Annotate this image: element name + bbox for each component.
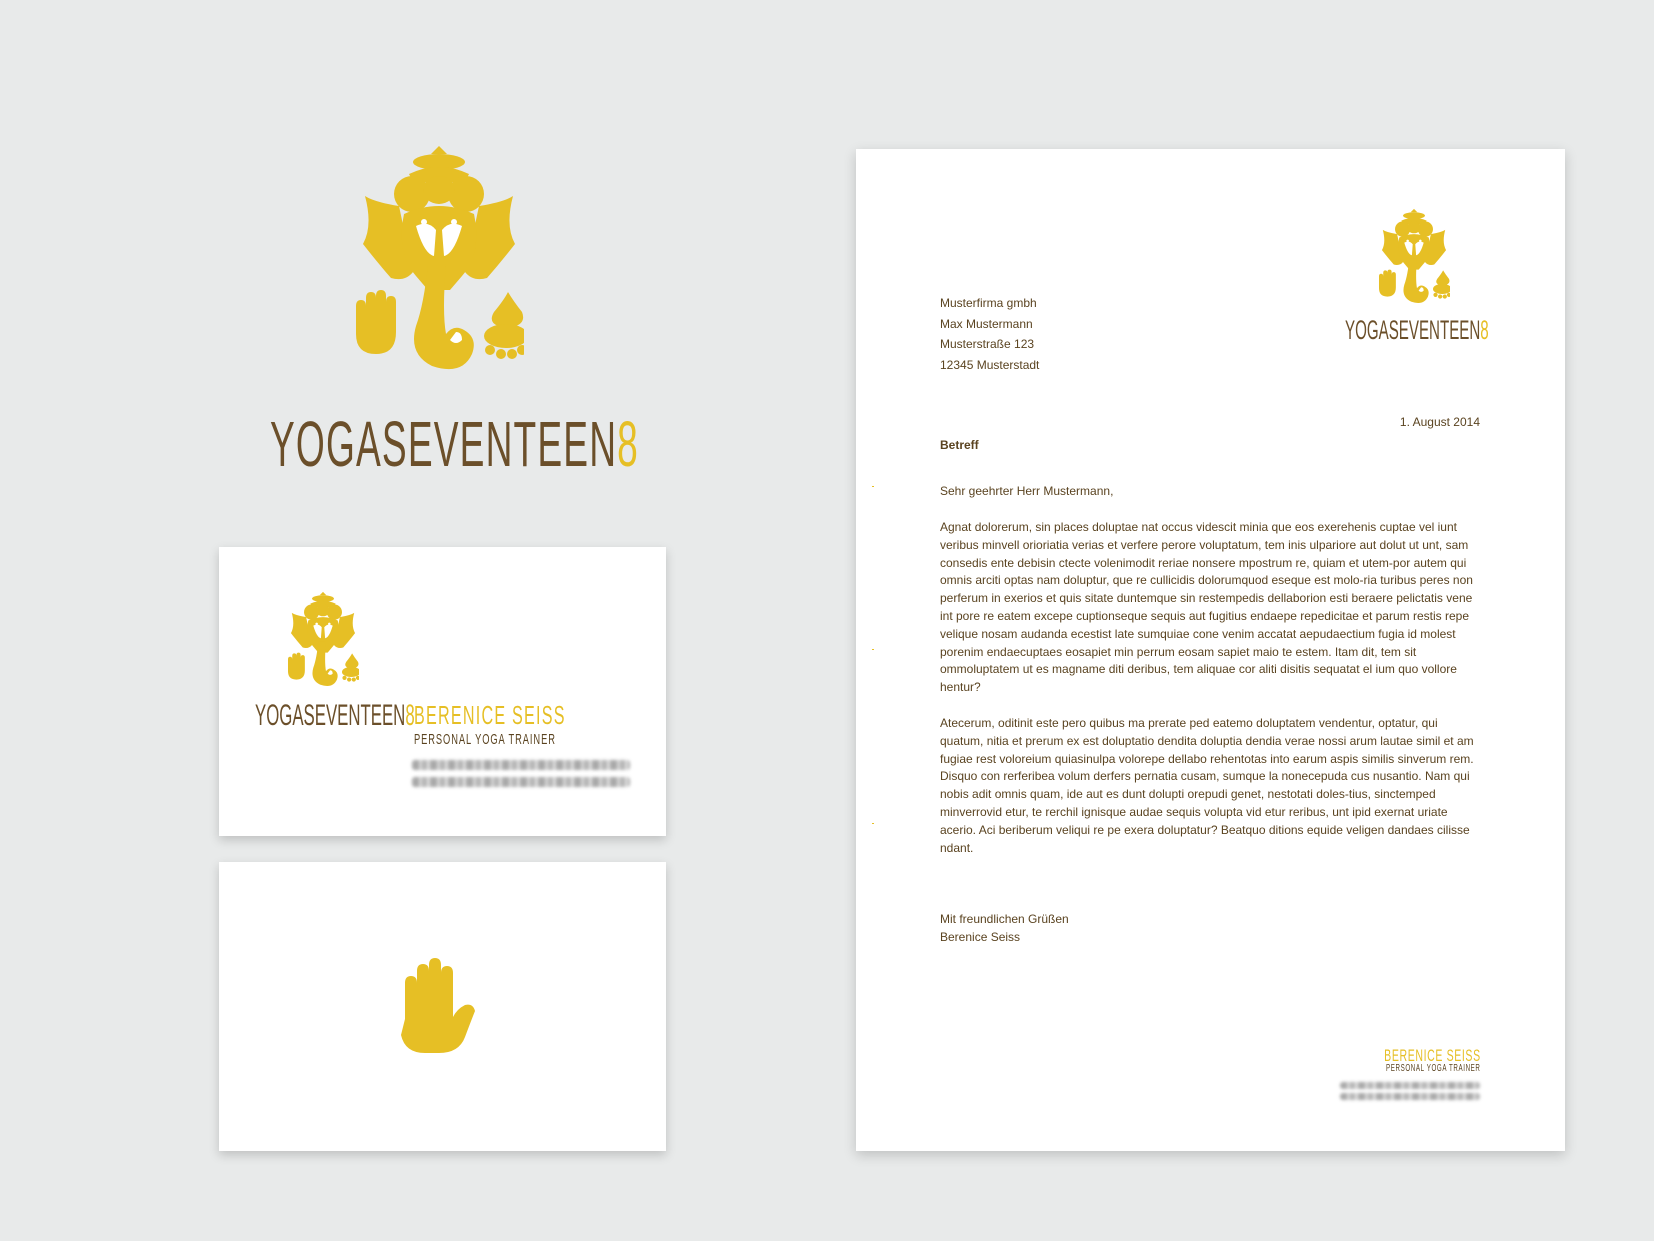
recipient-person: Max Mustermann (940, 317, 1033, 331)
ganesha-icon (1378, 208, 1450, 305)
ganesha-icon (354, 144, 524, 374)
blurred-footer-address (1340, 1082, 1480, 1089)
blurred-address (412, 760, 630, 770)
footer-role: PERSONAL YOGA TRAINER (1386, 1063, 1481, 1074)
letter-signature: Berenice Seiss (940, 930, 1021, 944)
letter-paragraph-2: Atecerum, oditinit este pero quibus ma prerate ped eatemo doluptatem vendentur, optatur, qui quatum, nitia et prerum ex est doluptatio dendita doluptia dendia verae nossi arum lautae simil et am fugiae rest voloreium quiasinulpa volorepe dellabo rehentotas into earum aspis similis sinverum rem. Disquo con rerferibea volum derfers pernatia cusam, sumque la nonecepuda cus nusantio. Nam qui nobis adit omnis quam, ide aut es dunt dolupti orepudi genet, nestotati doles-tius, sinctemped minverrovid etur, te rerchil ignisque audae sequis volupta vid etur reribus, unt ipid exernat uriate acerio. Aci beriberum veliqui re pe exera doluptatur? Beatquo ditions equide veligen dandaes cilisse ndant. (940, 716, 1474, 855)
card-wordmark (255, 701, 415, 731)
wordmark-seventeen: SEVENTEEN (381, 408, 618, 480)
wordmark-yoga: YOGA (270, 408, 382, 480)
card-role: PERSONAL YOGA TRAINER (414, 731, 556, 748)
fold-mark (872, 649, 874, 650)
fold-mark (872, 486, 874, 487)
recipient-city: 12345 Musterstadt (940, 358, 1040, 372)
blurred-footer-contact (1340, 1093, 1480, 1100)
wordmark-yoga: YOGA (1345, 315, 1389, 345)
letter-date: 1. August 2014 (1399, 415, 1480, 429)
business-card-back (219, 862, 666, 1151)
ganesha-icon (287, 591, 359, 688)
wordmark-eight: 8 (405, 699, 415, 732)
wordmark-eight: 8 (1480, 315, 1489, 345)
wordmark-seventeen: SEVENTEEN (303, 699, 406, 732)
letter-salutation: Sehr geehrter Herr Mustermann, (940, 484, 1114, 498)
letter-closing: Mit freundlichen Grüßen (940, 912, 1069, 926)
wordmark-seventeen: SEVENTEEN (1388, 315, 1481, 345)
recipient-street: Musterstraße 123 (940, 337, 1035, 351)
card-name: BERENICE SEISS (414, 700, 566, 730)
business-card-front (219, 547, 666, 836)
letter-wordmark (1345, 317, 1489, 344)
letter-paragraph-1: Agnat dolorerum, sin places doluptae nat occus videscit minia que eos exerehenis cuptae vel iunt veribus minvell orioriatia verias et verfere perore voluptatum, tem inis ulpariore aut dolut ut unt, sam consedis ente debisin ctecte volenimodit reriae nonsere mpostrum re, quiam et utem-por autem qui omnis arciti optas nam doluptur, que re cullicidis dolorumquod eseque est molo-ria turibus peres non perferum in exerios et quis sitate duntemque sin restempedis dellaborion esti beraere pelictatis vene int pore re eatem excepe cuptionseque sequis aut fugitius endaepe repedicitae et parum restis repe velique nosam audanda ecestist late sumquiae cone venim accatat aepudaectium fugia id molest porenim endaecuptaes eosapiet min perrum eosam sapiet maio te estem. Itam dit, tem sit ommoluptatem ut es magname diti deribus, tem aliquae cor aliti disitis sequatat el ium quo vollore hentur? (940, 520, 1473, 695)
main-logo (262, 144, 639, 484)
recipient-company: Musterfirma gmbh (940, 296, 1037, 310)
footer-name: BERENICE SEISS (1384, 1046, 1481, 1065)
letter-subject: Betreff (940, 438, 979, 452)
fold-mark (872, 823, 874, 824)
hand-icon (401, 957, 481, 1062)
wordmark-eight: 8 (617, 408, 639, 480)
logo-wordmark (270, 408, 639, 480)
wordmark-yoga: YOGA (255, 699, 304, 732)
letterhead (856, 149, 1565, 1151)
blurred-contact (412, 777, 630, 787)
